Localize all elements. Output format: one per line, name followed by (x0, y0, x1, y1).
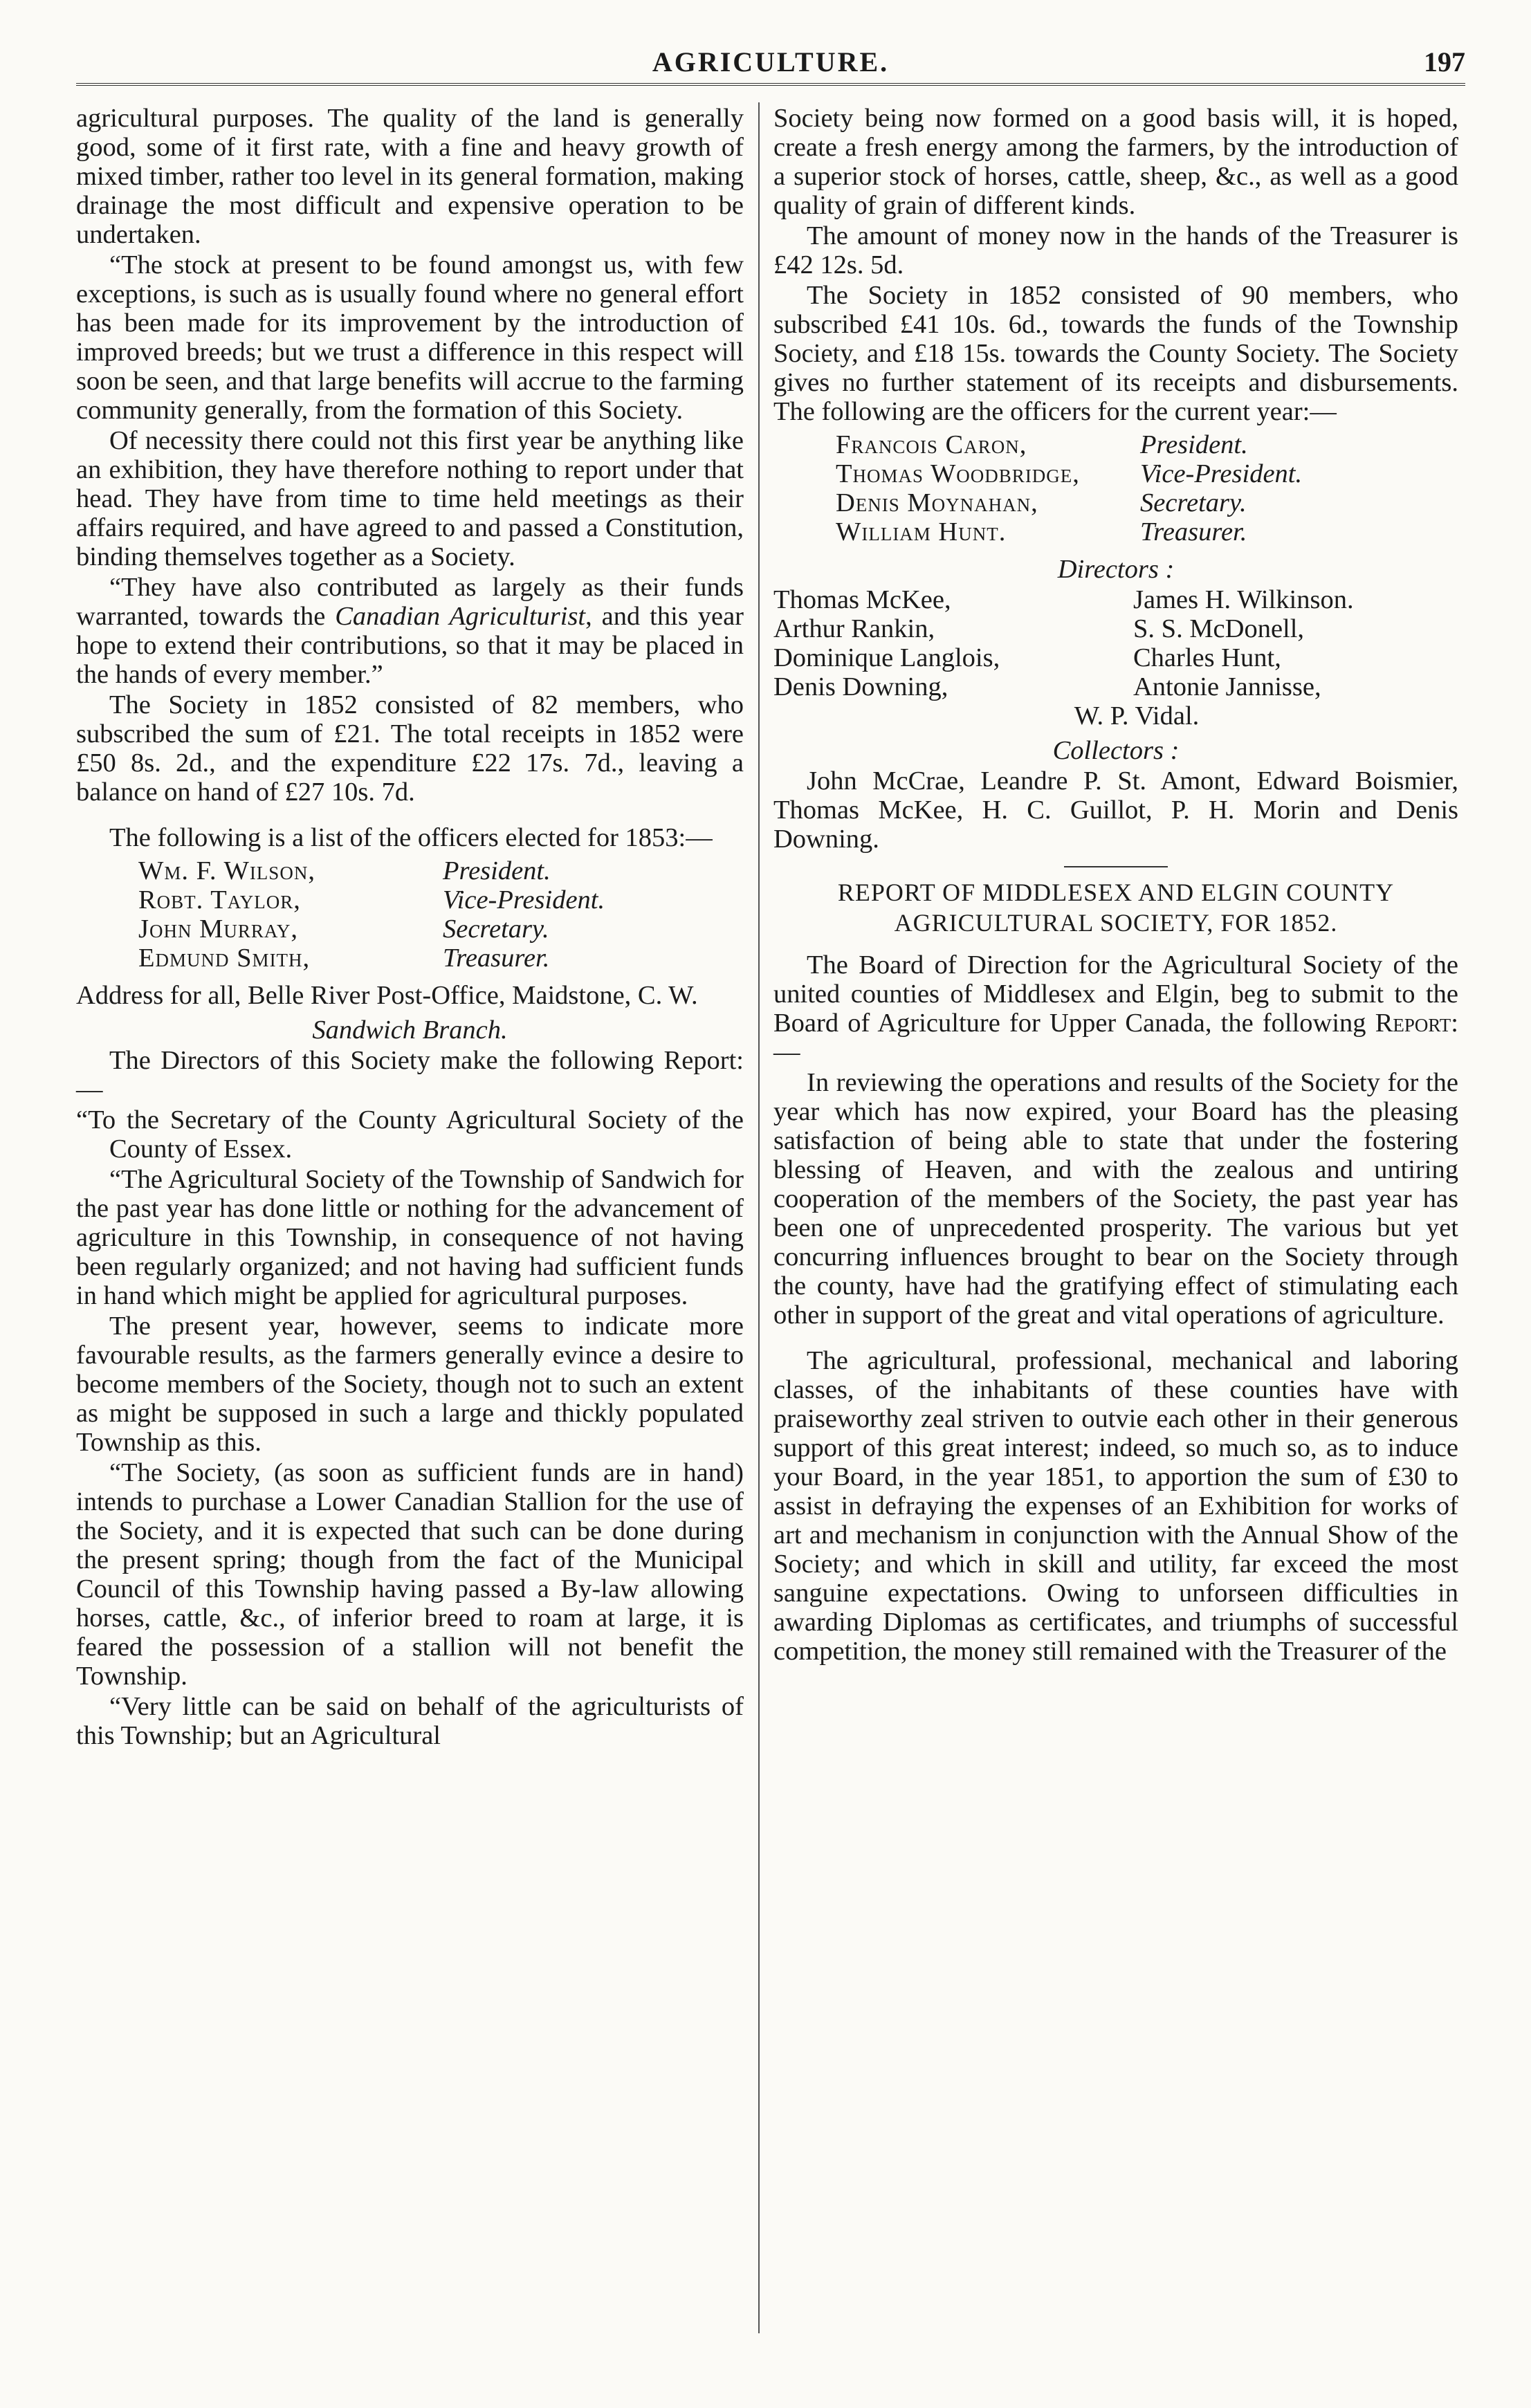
officer-office: Vice-President. (443, 885, 605, 915)
text-run: :— (773, 1009, 1458, 1067)
right-column (773, 104, 1458, 1667)
director-name: W. P. Vidal. (1074, 701, 1200, 730)
report-title-line: REPORT OF MIDDLESEX AND ELGIN COUNTY (837, 879, 1395, 906)
officer-office: Secretary. (443, 915, 549, 944)
text-run: , and this year hope to extend their contributions, so that it may be placed in the hands of every member.” (76, 602, 744, 689)
paragraph: In reviewing the operations and results of the Society for the year which has now expired, your Board has the pleasing satisfaction of being able to state that under the fostering blessing of Heaven, and with the zealous and untiring cooperation of the members of the Society, the past year has been one of unprecedented prosperity. The various but yet concurring influences brought to bear on the Society through the county, have had the gratifying effect of stimulating each other in support of the great and vital operations of agriculture. (773, 1068, 1458, 1330)
director-name: James H. Wilkinson. (1133, 585, 1354, 614)
text-run: “They have also contributed as largely as their funds warranted, towards the (76, 573, 744, 631)
paragraph: Of necessity there could not this first year be anything like an exhibition, they have therefore nothing to report under that head. They have from time to time held meetings as their affairs required, and have agreed to and passed a Constitution, binding themselves together as a Society. (76, 426, 744, 571)
officer-office: Treasurer. (443, 944, 550, 973)
officer-name: Robt. Taylor, (138, 885, 301, 915)
paragraph (773, 950, 1458, 1067)
officer-row (76, 885, 744, 915)
paragraph: The Society in 1852 consisted of 90 members, who subscribed £41 10s. 6d., towards the funds of the Township Society, and £18 15s. towards the County Society. The Society gives no further statement of its receipts and disbursements. The following are the officers for the current year:— (773, 281, 1458, 426)
report-word: Report (1375, 1009, 1451, 1038)
officer-name: Denis Moynahan, (836, 488, 1038, 517)
paragraph: “The Agricultural Society of the Township of Sandwich for the past year has done little or nothing for the advancement of agriculture in this Township, in consequence of not having been regularly organized; and not having had sufficient funds in hand which might be applied for agricultural purposes. (76, 1165, 744, 1310)
running-title: AGRICULTURE. (652, 46, 890, 77)
report-title-line: AGRICULTURAL SOCIETY, FOR 1852. (894, 909, 1338, 937)
page-number: 197 (1424, 46, 1465, 77)
paragraph: “The stock at present to be found amongst us, with few exceptions, is such as is usually found where no general effort has been made for its improvement by the introduction of improved breeds; but we trust a difference in this respect will soon be seen, and that large benefits will accrue to the farming community generally, from the formation of this Society. (76, 250, 744, 425)
paragraph: agricultural purposes. The quality of the land is generally good, some of it first rate, with a fine and heavy growth of mixed timber, rather too level in its general formation, making drainage the most difficult and expensive operation to be undertaken. (76, 104, 744, 249)
officer-row (76, 856, 744, 885)
officer-row (773, 430, 1458, 459)
paragraph: The Directors of this Society make the following Report:— (76, 1046, 744, 1104)
officer-name: Edmund Smith, (138, 944, 311, 973)
collectors-heading: Collectors : (1052, 736, 1180, 765)
section-heading: Sandwich Branch. (312, 1015, 508, 1045)
paragraph: The Society in 1852 consisted of 82 members, who subscribed the sum of £21. The total receipts in 1852 were £50 8s. 2d., and the expenditure £22 17s. 7d., leaving a balance on hand of £27 10s. 7d. (76, 690, 744, 807)
left-column (76, 104, 744, 1752)
paragraph: “To the Secretary of the County Agricultural Society of the County of Essex. (76, 1105, 744, 1164)
paragraph: Society being now formed on a good basis will, it is hoped, create a fresh energy among the farmers, by the introduction of a superior stock of horses, cattle, sheep, &c., as well as a good quality of grain of different kinds. (773, 104, 1458, 220)
header-rule (76, 83, 1465, 86)
director-name: Thomas McKee, (773, 585, 951, 614)
text-run: The Board of Direction for the Agricultural Society of the united counties of Middlesex and Elgin, beg to submit to the Board of Agriculture for Upper Canada, the following (773, 950, 1458, 1038)
paragraph: “The Society, (as soon as sufficient funds are in hand) intends to purchase a Lower Canadian Stallion for the use of the Society, and it is expected that such can be done during the present spring; though from the fact of the Municipal Council of this Township having passed a By-law allowing horses, cattle, &c., of inferior breed to roam at large, it is feared the possession of a stallion will not benefit the Township. (76, 1458, 744, 1691)
officer-office: President. (1140, 430, 1248, 459)
officer-name: William Hunt. (836, 517, 1007, 546)
directors-heading: Directors : (1057, 555, 1175, 584)
officer-name: Wm. F. Wilson, (138, 856, 315, 885)
officer-office: President. (443, 856, 551, 885)
director-name: Antonie Jannisse, (1133, 672, 1321, 701)
officer-row (773, 488, 1458, 517)
section-rule (1064, 866, 1168, 867)
paragraph: “Very little can be said on behalf of the agriculturists of this Township; but an Agricultural (76, 1692, 744, 1750)
directors-list (773, 585, 1458, 701)
paragraph: The agricultural, professional, mechanical and laboring classes, of the inhabitants of these counties have with praiseworthy zeal striven to outvie each other in their generous support of this great interest; indeed, so much so, as to induce your Board, in the year 1851, to apportion the sum of £30 to assist in defraying the expenses of an Exhibition for works of art and mechanism in conjunction with the Annual Show of the Society; and which in skill and utility, far exceed the most sanguine expectations. Owing to unforseen difficulties in awarding Diplomas as certificates, and triumphs of successful competition, the money still remained with the Treasurer of the (773, 1346, 1458, 1666)
paragraph: Address for all, Belle River Post-Office, Maidstone, C. W. (76, 981, 698, 1010)
officer-list (76, 856, 744, 973)
officer-row (773, 459, 1458, 488)
collectors-list: John McCrae, Leandre P. St. Amont, Edward Boismier, Thomas McKee, H. C. Guillot, P. H. Morin and Denis Downing. (773, 766, 1458, 854)
officer-office: Secretary. (1140, 488, 1247, 517)
officer-office: Treasurer. (1140, 517, 1247, 546)
report-title (773, 877, 1458, 938)
column-divider (758, 102, 760, 2333)
paragraph: The present year, however, seems to indicate more favourable results, as the farmers generally evince a desire to become members of the Society, though not to such an extent as might be supposed in such a large and thickly populated Township as this. (76, 1312, 744, 1457)
officer-name: Thomas Woodbridge, (836, 459, 1080, 488)
paragraph: The following is a list of the officers elected for 1853:— (109, 823, 713, 852)
officer-row (773, 517, 1458, 546)
director-name: Charles Hunt, (1133, 643, 1281, 672)
journal-title: Canadian Agriculturist (335, 602, 586, 631)
officer-row (76, 944, 744, 973)
officer-name: John Murray, (138, 915, 298, 944)
director-name: Dominique Langlois, (773, 643, 1000, 672)
director-name: Denis Downing, (773, 672, 948, 701)
page-header (76, 40, 1465, 89)
paragraph (76, 573, 744, 689)
officer-name: Francois Caron, (836, 430, 1027, 459)
director-name: Arthur Rankin, (773, 614, 935, 643)
director-name: S. S. McDonell, (1133, 614, 1305, 643)
paragraph: The amount of money now in the hands of the Treasurer is £42 12s. 5d. (773, 221, 1458, 279)
officer-office: Vice-President. (1140, 459, 1303, 488)
officer-row (76, 915, 744, 944)
officer-list (773, 430, 1458, 546)
